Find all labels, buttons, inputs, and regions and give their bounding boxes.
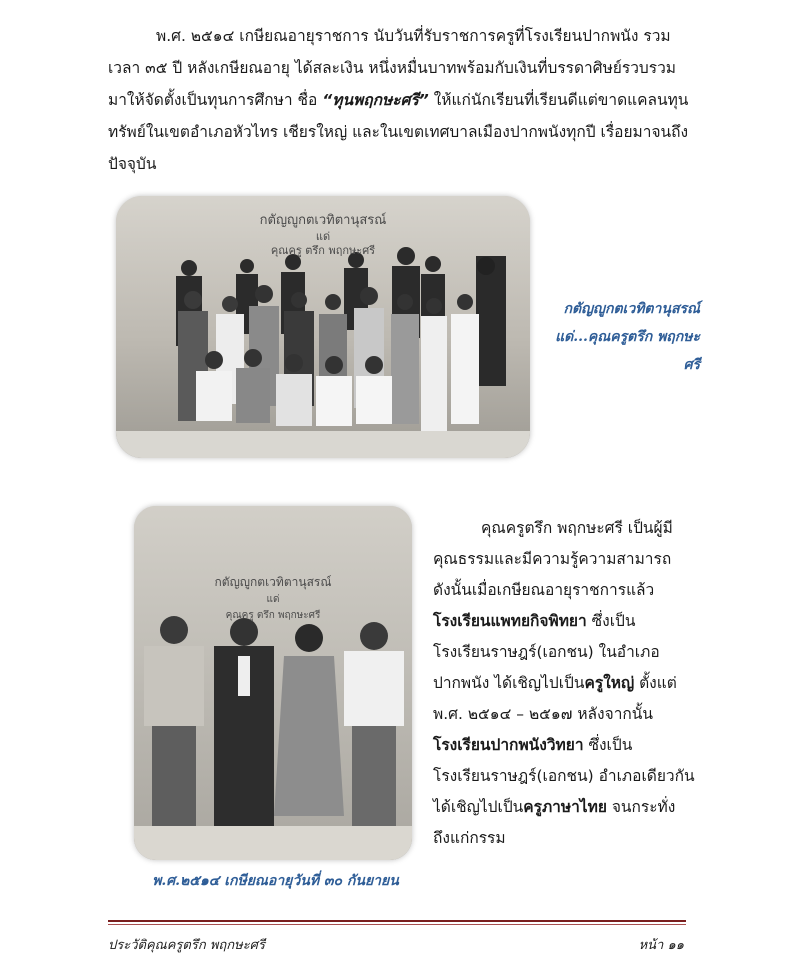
photo1-caption-line-1: กตัญญูกตเวทิตานุสรณ์ bbox=[563, 301, 700, 317]
bio-line-4: โรงเรียนแพทยกิจพิทยา ซึ่งเป็น bbox=[433, 612, 636, 630]
bio-line-6: ปากพนัง ได้เชิญไปเป็นครูใหญ่ ตั้งแต่ bbox=[433, 674, 677, 692]
photo2-caption: พ.ศ.๒๕๑๔ เกษียณอายุวันที่ ๓๐ กันยายน bbox=[152, 873, 399, 889]
photo1-banner-1: กตัญญูกตเวทิตานุสรณ์ bbox=[259, 213, 387, 228]
group-photo bbox=[116, 196, 530, 458]
role-thai-teacher: ครูภาษาไทย bbox=[523, 798, 607, 816]
photo1-caption-line-2: แด่...คุณครูตรึก พฤกษะศรี bbox=[555, 329, 700, 373]
school-name-1: โรงเรียนแพทยกิจพิทยา bbox=[433, 612, 587, 630]
footer-rule-secondary bbox=[108, 924, 686, 925]
bio-line-2: คุณธรรมและมีความรู้ความสามารถ bbox=[433, 550, 672, 568]
page-number: หน้า ๑๑ bbox=[638, 938, 684, 953]
biography-column bbox=[433, 513, 695, 854]
role-principal: ครูใหญ่ bbox=[584, 674, 635, 692]
bio-line-7: พ.ศ. ๒๕๑๔ – ๒๕๑๗ หลังจากนั้น bbox=[433, 705, 653, 723]
intro-line-2: เวลา ๓๕ ปี หลังเกษียณอายุ ได้สละเงิน หนึ่งหมื่นบาทพร้อมกับเงินที่บรรดาศิษย์รวบรวม bbox=[108, 59, 677, 77]
intro-line-5: ปัจจุบัน bbox=[108, 155, 157, 173]
photo2-banner-1: กตัญญูกตเวทิตานุสรณ์ bbox=[214, 575, 332, 589]
bio-line-11: ถึงแก่กรรม bbox=[433, 829, 506, 847]
photo1-banner-2: แด่ bbox=[315, 230, 331, 243]
fund-name: “ทุนพฤกษะศรี” bbox=[322, 91, 429, 109]
footer-title: ประวัติคุณครูตรึก พฤกษะศรี bbox=[108, 938, 265, 953]
photo1-banner-3: คุณครู ตรึก พฤกษะศรี bbox=[270, 244, 376, 257]
photo2-banner-2: แด่ bbox=[266, 594, 280, 605]
intro-line-3: มาให้จัดตั้งเป็นทุนการศึกษา ชื่อ “ทุนพฤกษะศรี” ให้แก่นักเรียนที่เรียนดีแต่ขาดแคลนทุน bbox=[108, 91, 689, 109]
bio-line-1: คุณครูตรึก พฤกษะศรี เป็นผู้มี bbox=[481, 519, 673, 537]
retirement-photo bbox=[134, 506, 412, 860]
school-name-2: โรงเรียนปากพนังวิทยา bbox=[433, 736, 584, 754]
photo2-banner-3: คุณครู ตรึก พฤกษะศรี bbox=[225, 610, 321, 621]
bio-line-3: ดังนั้นเมื่อเกษียณอายุราชการแล้ว bbox=[433, 581, 655, 599]
bio-line-9: โรงเรียนราษฎร์(เอกชน) อำเภอเดียวกัน bbox=[433, 767, 695, 785]
bio-line-5: โรงเรียนราษฎร์(เอกชน) ในอำเภอ bbox=[433, 643, 660, 661]
footer-rule bbox=[108, 920, 686, 922]
intro-line-4: ทรัพย์ในเขตอำเภอหัวไทร เชียรใหญ่ และในเขตเทศบาลเมืองปากพนังทุกปี เรื่อยมาจนถึง bbox=[108, 123, 689, 141]
intro-line-1: พ.ศ. ๒๕๑๔ เกษียณอายุราชการ นับวันที่รับราชการครูที่โรงเรียนปากพนัง รวม bbox=[156, 27, 671, 45]
bio-line-8: โรงเรียนปากพนังวิทยา ซึ่งเป็น bbox=[433, 736, 633, 754]
bio-line-10: ได้เชิญไปเป็นครูภาษาไทย จนกระทั่ง bbox=[433, 798, 676, 816]
photo1-caption bbox=[540, 295, 700, 379]
intro-paragraph bbox=[108, 20, 689, 180]
retirement-photo-image bbox=[134, 506, 412, 860]
group-photo-image bbox=[116, 196, 530, 458]
